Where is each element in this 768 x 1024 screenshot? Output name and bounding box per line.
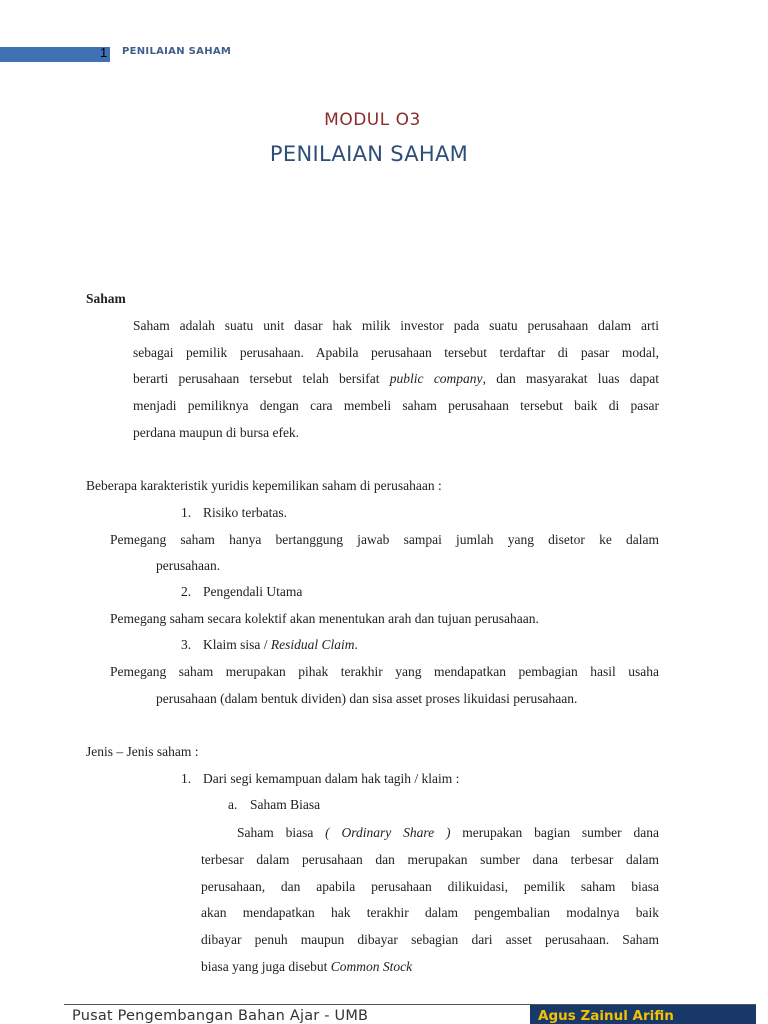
saham-biasa-line-2: terbesar dalam perusahaan dan merupakan sumber dana terbesar dalam bbox=[201, 852, 659, 867]
saham-line-3 bbox=[133, 371, 659, 387]
footer-author: Agus Zainul Arifin bbox=[538, 1008, 674, 1024]
saham-line-5: perdana maupun di bursa efek. bbox=[133, 425, 300, 440]
page-number: 1 bbox=[100, 45, 108, 60]
saham-line-3-italic: public company bbox=[389, 371, 483, 386]
saham-line-4: menjadi pemiliknya dengan cara membeli saham perusahaan tersebut baik di pasar bbox=[133, 398, 659, 413]
characteristic-3-desc-line-1: Pemegang saham merupakan pihak terakhir yang mendapatkan pembagian hasil usaha bbox=[110, 664, 659, 679]
saham-biasa-line-6 bbox=[201, 959, 412, 975]
saham-biasa-line-6-italic: Common Stock bbox=[330, 959, 413, 974]
types-intro: Jenis – Jenis saham : bbox=[86, 744, 199, 759]
saham-biasa-line-5: dibayar penuh maupun dibayar sebagian dari asset perusahaan. Saham bbox=[201, 932, 659, 947]
saham-biasa-line-1-text: Saham biasa bbox=[237, 825, 326, 840]
list-number: 1. bbox=[181, 505, 192, 520]
saham-biasa-line-1 bbox=[237, 825, 659, 841]
list-number: 3. bbox=[181, 637, 192, 652]
characteristics-intro: Beberapa karakteristik yuridis kepemilikan saham di perusahaan : bbox=[86, 478, 442, 493]
characteristic-2-desc: Pemegang saham secara kolektif akan menentukan arah dan tujuan perusahaan. bbox=[110, 611, 539, 626]
saham-biasa-line-1-text-end: merupakan bagian sumber dana bbox=[450, 825, 659, 840]
characteristic-1-desc-line-1: Pemegang saham hanya bertanggung jawab sampai jumlah yang disetor ke dalam bbox=[110, 532, 659, 547]
characteristic-3-label-end: . bbox=[354, 637, 358, 652]
characteristic-3-desc-line-2: perusahaan (dalam bentuk dividen) dan sisa asset proses likuidasi perusahaan. bbox=[156, 691, 578, 706]
module-label: MODUL O3 bbox=[324, 110, 421, 130]
saham-line-3-text-end: , dan masyarakat luas dapat bbox=[482, 371, 659, 386]
list-number: 2. bbox=[181, 584, 192, 599]
saham-line-1: Saham adalah suatu unit dasar hak milik investor pada suatu perusahaan dalam arti bbox=[133, 318, 659, 333]
characteristic-1-label: Risiko terbatas. bbox=[203, 505, 287, 520]
characteristic-3-label-italic: Residual Claim bbox=[270, 637, 355, 652]
section-heading-saham: Saham bbox=[86, 291, 126, 306]
footer-author-box bbox=[530, 1005, 756, 1024]
list-number: 1. bbox=[181, 771, 192, 786]
saham-biasa-line-6-text: biasa yang juga disebut bbox=[201, 959, 331, 974]
types-sub-a-label: Saham Biasa bbox=[250, 797, 321, 812]
saham-biasa-line-1-italic: ( Ordinary Share ) bbox=[325, 825, 451, 840]
saham-biasa-line-4: akan mendapatkan hak terakhir dalam pengembalian modalnya baik bbox=[201, 905, 659, 920]
characteristic-1-desc-line-2: perusahaan. bbox=[156, 558, 221, 573]
saham-line-3-text: berarti perusahaan tersebut telah bersifat bbox=[133, 371, 390, 386]
characteristic-3-label bbox=[203, 637, 358, 653]
characteristic-2-label: Pengendali Utama bbox=[203, 584, 303, 599]
page-title: PENILAIAN SAHAM bbox=[269, 142, 469, 166]
header-accent-bar bbox=[0, 47, 110, 62]
header-title: PENILAIAN SAHAM bbox=[122, 46, 232, 57]
list-letter: a. bbox=[228, 797, 238, 812]
footer-institution: Pusat Pengembangan Bahan Ajar - UMB bbox=[72, 1008, 369, 1024]
characteristic-3-label-text: Klaim sisa / bbox=[203, 637, 271, 652]
types-item-1-label: Dari segi kemampuan dalam hak tagih / klaim : bbox=[203, 771, 460, 786]
saham-biasa-line-3: perusahaan, dan apabila perusahaan dilikuidasi, pemilik saham biasa bbox=[201, 879, 659, 894]
saham-line-2: sebagai pemilik perusahaan. Apabila perusahaan tersebut terdaftar di pasar modal, bbox=[133, 345, 659, 360]
